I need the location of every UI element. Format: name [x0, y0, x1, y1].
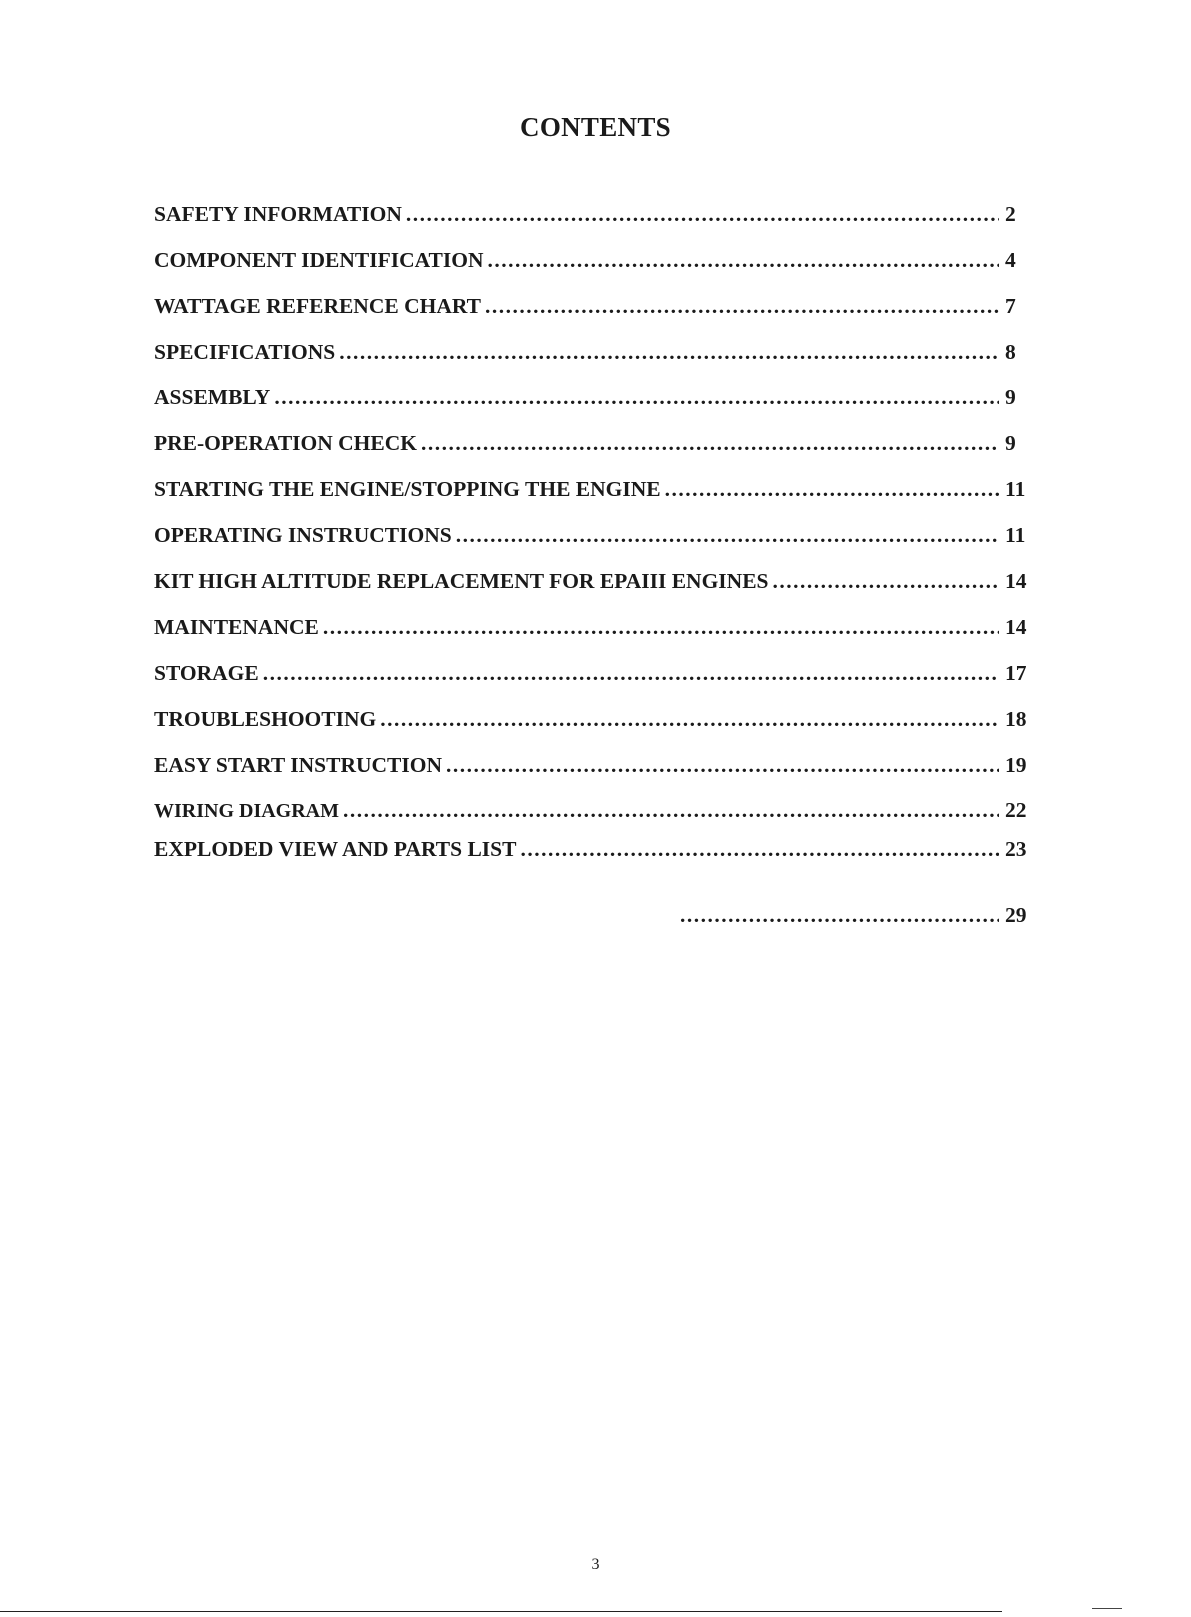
toc-entry-label: EXPLODED VIEW AND PARTS LIST [154, 837, 517, 861]
toc-dot-leader [263, 661, 999, 686]
toc-entry-label: COMPONENT IDENTIFICATION [154, 248, 484, 272]
toc-dot-leader [274, 385, 999, 410]
toc-dot-leader [421, 431, 999, 456]
toc-dot-leader [323, 615, 999, 640]
toc-entry-label: STARTING THE ENGINE/STOPPING THE ENGINE [154, 477, 661, 501]
toc-entry-page: 11 [1005, 477, 1026, 501]
toc-dot-leader [456, 523, 999, 548]
toc-dot-leader [520, 837, 999, 862]
toc-dot-leader [446, 753, 999, 778]
toc-entry [154, 248, 1039, 278]
toc-entry [154, 523, 1039, 553]
toc-dot-leader [488, 248, 999, 273]
toc-dot-leader [665, 477, 999, 502]
toc-dot-leader [680, 903, 999, 928]
toc-entry-page: 29 [1005, 903, 1027, 927]
toc-dot-leader [773, 569, 1000, 594]
toc-entry-label: ASSEMBLY [154, 385, 271, 409]
page-title: CONTENTS [520, 112, 671, 142]
corner-mark [1092, 1608, 1122, 1609]
toc-dot-leader [339, 340, 999, 365]
page-number: 3 [591, 1556, 600, 1573]
toc-entry [154, 202, 1039, 232]
toc-entry [154, 798, 1039, 828]
toc-entry-label: TROUBLESHOOTING [154, 707, 377, 731]
toc-entry [154, 431, 1039, 461]
toc-entry-label: KIT HIGH ALTITUDE REPLACEMENT FOR EPAIII ENGINES [154, 569, 769, 593]
toc-entry-label: SAFETY INFORMATION [154, 202, 402, 226]
toc-dot-leader [343, 798, 999, 823]
toc-entry [154, 837, 1039, 867]
toc-entry-page: 11 [1005, 523, 1026, 547]
toc-entry-label: WIRING DIAGRAM [154, 800, 339, 822]
toc-entry-page: 17 [1005, 661, 1027, 685]
toc-entry [154, 340, 1039, 370]
toc-entry-page: 23 [1005, 837, 1027, 861]
toc-entry-page: 7 [1005, 294, 1016, 318]
toc-entry [154, 385, 1039, 415]
toc-dot-leader [485, 294, 999, 319]
toc-entry [154, 753, 1039, 783]
toc-entry-page: 8 [1005, 340, 1016, 364]
toc-entry-page: 2 [1005, 202, 1016, 226]
toc-dot-leader [406, 202, 999, 227]
toc-entry-page: 22 [1005, 798, 1027, 822]
toc-entry-label: EASY START INSTRUCTION [154, 753, 442, 777]
toc-entry-label: OPERATING INSTRUCTIONS [154, 523, 452, 547]
toc-entry [154, 661, 1039, 691]
toc-entry [154, 903, 1039, 933]
toc-entry-page: 19 [1005, 753, 1027, 777]
bottom-rule [0, 1611, 1002, 1612]
toc-entry-page: 14 [1005, 569, 1027, 593]
toc-entry [154, 294, 1039, 324]
toc-entry-label: MAINTENANCE [154, 615, 319, 639]
toc-entry-label: PRE-OPERATION CHECK [154, 431, 417, 455]
toc-entry-page: 9 [1005, 385, 1016, 409]
toc-entry-page: 4 [1005, 248, 1016, 272]
toc-entry-page: 18 [1005, 707, 1027, 731]
toc-entry [154, 615, 1039, 645]
toc-entry [154, 569, 1039, 599]
toc-entry-page: 14 [1005, 615, 1027, 639]
toc-entry-label: STORAGE [154, 661, 259, 685]
toc-dot-leader [380, 707, 999, 732]
toc-entry [154, 707, 1039, 737]
toc-entry-label: SPECIFICATIONS [154, 340, 336, 364]
toc-entry [154, 477, 1039, 507]
toc-entry-page: 9 [1005, 431, 1016, 455]
toc-entry-label: WATTAGE REFERENCE CHART [154, 294, 481, 318]
